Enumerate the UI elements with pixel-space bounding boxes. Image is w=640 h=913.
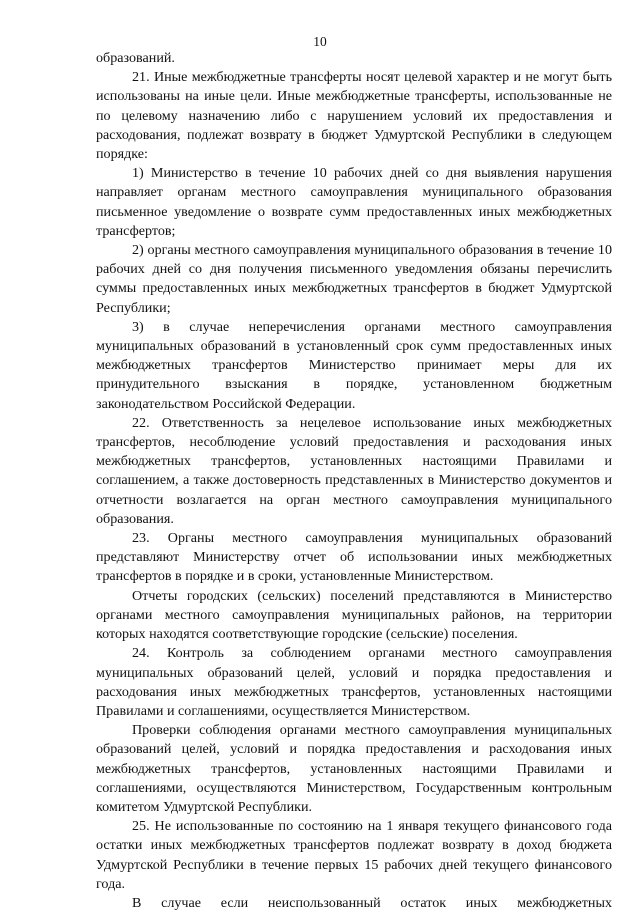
paragraph: 1) Министерство в течение 10 рабочих дней со дня выявления нарушения направляет органам местного самоуправления муниципального образования письменное уведомление о возврате сумм предоставленных иных межбюджетных трансфертов;	[96, 165, 612, 239]
document-body	[96, 49, 612, 913]
paragraph: В случае если неиспользованный остаток иных межбюджетных	[132, 894, 612, 911]
paragraph: 22. Ответственность за нецелевое использование иных межбюджетных трансфертов, несоблюдение условий предоставления и расходования иных межбюджетных трансфертов, установленных настоящими Правилами и соглашением, а также достоверность представленных в Министерство документов и отчетности возлагается на орган местного самоуправления муниципального образования.	[96, 414, 612, 527]
paragraph: Отчеты городских (сельских) поселений представляются в Министерство органами местного самоуправления муниципальных районов, на территории которых находятся соответствующие городские (сельские) поселения.	[96, 587, 612, 643]
paragraph: 21. Иные межбюджетные трансферты носят целевой характер и не могут быть использованы на иные цели. Иные межбюджетные трансферты, использованные не по целевому назначению либо с нарушением условий их предоставления и расходования, подлежат возврату в бюджет Удмуртской Республики в следующем порядке:	[96, 69, 612, 163]
paragraph: Проверки соблюдения органами местного самоуправления муниципальных образований целей, условий и порядка предоставления и расходования иных межбюджетных трансфертов, установленных настоящими Правилами и соглашениями, осуществляются Министерством, Государственным контрольным комитетом Удмуртской Республики.	[96, 722, 612, 815]
page-number: 10	[313, 34, 327, 49]
paragraph: 25. Не использованные по состоянию на 1 января текущего финансового года остатки иных межбюджетных трансфертов подлежат возврату в доход бюджета Удмуртской Республики в течение первых 15 рабочих дней текущего финансового года.	[96, 818, 612, 892]
paragraph: 24. Контроль за соблюдением органами местного самоуправления муниципальных образований целей, условий и порядка предоставления и расходования иных межбюджетных трансфертов, установленных настоящими Правилами и соглашениями, осуществляется Министерством.	[96, 645, 612, 719]
paragraph: 3) в случае неперечисления органами местного самоуправления муниципальных образований в установленный срок сумм предоставленных иных межбюджетных трансфертов Министерство принимает меры для их принудительного взыскания в порядке, установленном бюджетным законодательством Российской Федерации.	[96, 318, 612, 412]
paragraph: 2) органы местного самоуправления муниципального образования в течение 10 рабочих дней со дня получения письменного уведомления обязаны перечислить суммы предоставленных иных межбюджетных трансфертов в бюджет Удмуртской Республики;	[96, 242, 612, 316]
paragraph: 23. Органы местного самоуправления муниципальных образований представляют Министерству отчет об использовании иных межбюджетных трансфертов в порядке и в сроки, установленные Министерством.	[96, 530, 612, 585]
paragraph: образований.	[96, 50, 175, 66]
